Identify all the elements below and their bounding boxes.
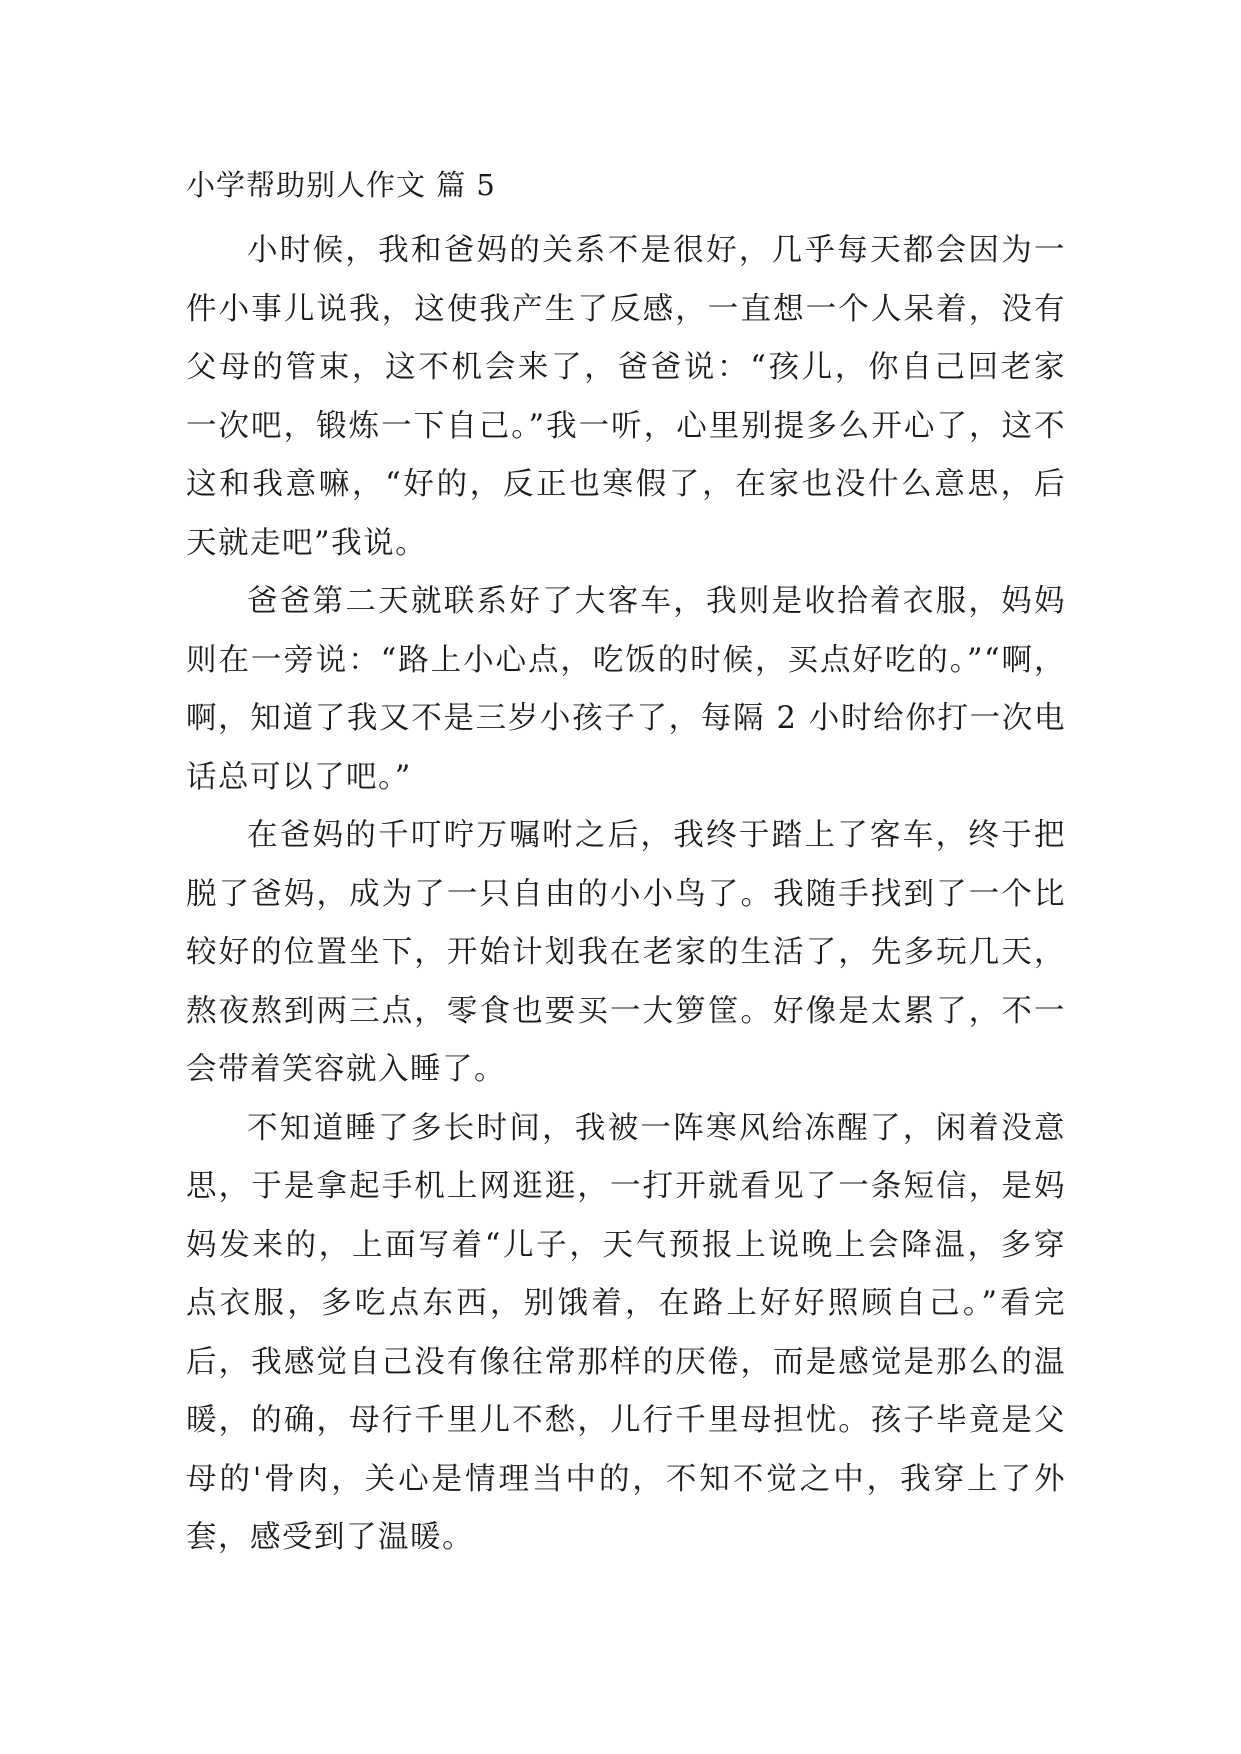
paragraph-1: 小时候，我和爸妈的关系不是很好，几乎每天都会因为一件小事儿说我，这使我产生了反感，一直想一个人呆着，没有父母的管束，这不机会来了，爸爸说：“孩儿，你自己回老家一次吧，锻炼一下自己。”我一听，心里别提多么开心了，这不这和我意嘛，“好的，反正也寒假了，在家也没什么意思，后天就走吧”我说。 (186, 233, 1066, 561)
paragraph-2: 爸爸第二天就联系好了大客车，我则是收拾着衣服，妈妈则在一旁说：“路上小心点，吃饭的时候，买点好吃的。”“啊，啊，知道了我又不是三岁小孩子了，每隔 2 小时给你打一次电话总可以了吧。” (186, 584, 1066, 795)
paragraph-3: 在爸妈的千叮咛万嘱咐之后，我终于踏上了客车，终于把脱了爸妈，成为了一只自由的小小鸟了。我随手找到了一个比较好的位置坐下，开始计划我在老家的生活了，先多玩几天，熬夜熬到两三点，零食也要买一大箩筐。好像是太累了，不一会带着笑容就入睡了。 (186, 818, 1066, 1087)
document-page (186, 163, 1066, 1568)
paragraph-4: 不知道睡了多长时间，我被一阵寒风给冻醒了，闲着没意思，于是拿起手机上网逛逛，一打开就看见了一条短信，是妈妈发来的，上面写着“儿子，天气预报上说晚上会降温，多穿点衣服，多吃点东西，别饿着，在路上好好照顾自己。”看完后，我感觉自己没有像往常那样的厌倦，而是感觉是那么的温暖，的确，母行千里儿不愁，儿行千里母担忧。孩子毕竟是父母的'骨肉，关心是情理当中的，不知不觉之中，我穿上了外套，感受到了温暖。 (186, 1110, 1066, 1555)
document-title: 小学帮助别人作文 篇 5 (186, 168, 496, 202)
